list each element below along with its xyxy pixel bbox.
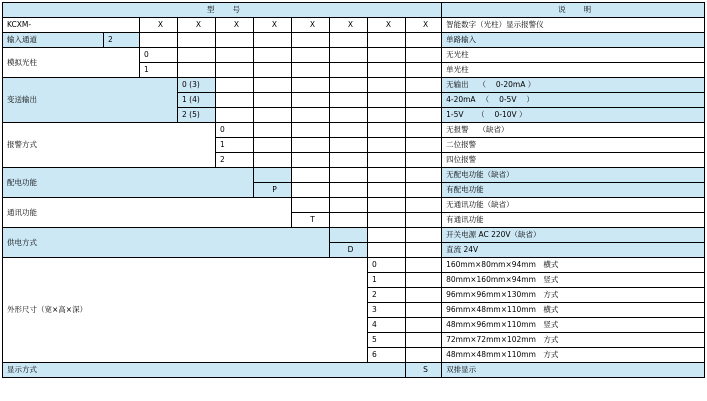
supply-row	[3, 228, 705, 243]
size-desc: 96mm×48mm×110mm 横式	[442, 303, 705, 318]
supply-desc: 开关电源 AC 220V（缺省）	[442, 228, 705, 243]
comm-label: 通讯功能	[3, 198, 292, 228]
transmit-row	[3, 78, 705, 93]
power-dist-desc: 无配电功能（缺省）	[442, 168, 705, 183]
bargraph-desc: 单光柱	[442, 63, 705, 78]
power-dist-row	[3, 168, 705, 183]
code-slot: X	[292, 18, 330, 33]
input-channel-label: 输入通道	[3, 33, 104, 48]
comm-code	[292, 198, 330, 213]
display-desc: 双排显示	[442, 363, 705, 378]
power-dist-code	[254, 168, 292, 183]
size-code: 6	[368, 348, 406, 363]
product-description: 智能数字（光柱）显示报警仪	[442, 18, 705, 33]
code-slot: X	[368, 18, 406, 33]
input-channel-row	[3, 33, 705, 48]
model-prefix: KCXM-	[3, 18, 140, 33]
size-code: 1	[368, 273, 406, 288]
transmit-desc: 4-20mA （ 0-5V ）	[442, 93, 705, 108]
display-code: S	[406, 363, 442, 378]
input-channel-code: 2	[104, 33, 140, 48]
alarm-label: 报警方式	[3, 123, 216, 168]
alarm-desc: 二位报警	[442, 138, 705, 153]
comm-desc: 有通讯功能	[442, 213, 705, 228]
code-slot: X	[254, 18, 292, 33]
header-row	[3, 3, 705, 18]
code-slot: X	[178, 18, 216, 33]
alarm-code: 0	[216, 123, 254, 138]
alarm-row	[3, 123, 705, 138]
description-column-header: 说 明	[442, 3, 705, 18]
size-code: 0	[368, 258, 406, 273]
transmit-desc: 无输出 （ 0-20mA ）	[442, 78, 705, 93]
size-desc: 96mm×96mm×130mm 方式	[442, 288, 705, 303]
size-desc: 72mm×72mm×102mm 方式	[442, 333, 705, 348]
code-slot: X	[216, 18, 254, 33]
model-spec-table	[2, 2, 705, 378]
supply-code: D	[330, 243, 368, 258]
transmit-label: 变送输出	[3, 78, 178, 123]
power-dist-desc: 有配电功能	[442, 183, 705, 198]
power-dist-label: 配电功能	[3, 168, 254, 198]
bargraph-code: 0	[140, 48, 178, 63]
comm-code: T	[292, 213, 330, 228]
transmit-code: 1 (4)	[178, 93, 216, 108]
bargraph-label: 模拟光柱	[3, 48, 140, 78]
size-desc: 48mm×96mm×110mm 竖式	[442, 318, 705, 333]
code-slot: X	[406, 18, 442, 33]
size-code: 3	[368, 303, 406, 318]
transmit-code: 2 (5)	[178, 108, 216, 123]
transmit-code: 0 (3)	[178, 78, 216, 93]
transmit-desc: 1-5V （ 0-10V ）	[442, 108, 705, 123]
code-slot: X	[330, 18, 368, 33]
input-channel-desc: 单路输入	[442, 33, 705, 48]
comm-row	[3, 198, 705, 213]
bargraph-code: 1	[140, 63, 178, 78]
model-code-row	[3, 18, 705, 33]
supply-code	[330, 228, 368, 243]
size-code: 5	[368, 333, 406, 348]
supply-label: 供电方式	[3, 228, 330, 258]
display-label: 显示方式	[3, 363, 406, 378]
bargraph-row	[3, 48, 705, 63]
alarm-desc: 四位报警	[442, 153, 705, 168]
alarm-code: 2	[216, 153, 254, 168]
size-code: 2	[368, 288, 406, 303]
size-desc: 80mm×160mm×94mm 竖式	[442, 273, 705, 288]
size-row	[3, 258, 705, 273]
alarm-code: 1	[216, 138, 254, 153]
size-code: 4	[368, 318, 406, 333]
model-column-header: 型 号	[3, 3, 442, 18]
supply-desc: 直流 24V	[442, 243, 705, 258]
code-slot: X	[140, 18, 178, 33]
bargraph-desc: 无光柱	[442, 48, 705, 63]
comm-desc: 无通讯功能（缺省）	[442, 198, 705, 213]
power-dist-code: P	[254, 183, 292, 198]
alarm-desc: 无报警 （缺省）	[442, 123, 705, 138]
size-label: 外形尺寸（宽×高×深）	[3, 258, 368, 363]
display-row	[3, 363, 705, 378]
size-desc: 160mm×80mm×94mm 横式	[442, 258, 705, 273]
size-desc: 48mm×48mm×110mm 方式	[442, 348, 705, 363]
